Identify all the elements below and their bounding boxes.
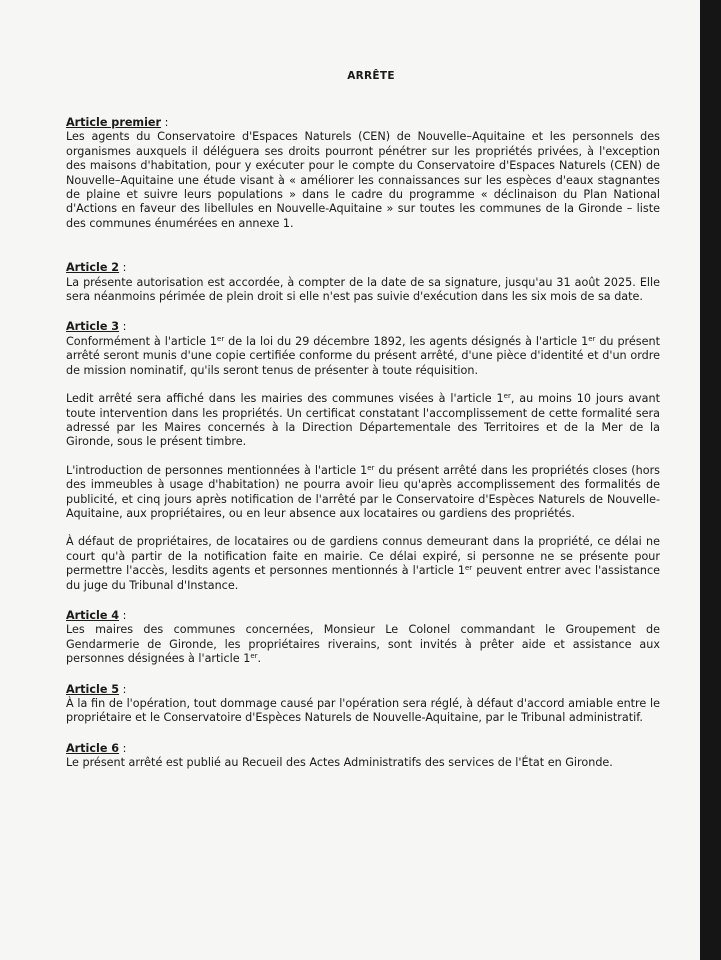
article-heading: Article 6 : (66, 741, 127, 755)
article-paragraph: À défaut de propriétaires, de locataires ou de gardiens connus demeurant dans la propriété, ce délai ne court qu'à partir de la notification faite en mairie. Ce délai expiré, si personne ne se présente pour permettre l'accès, lesdits agents et personnes mentionnés à l'article 1er peuvent entrer avec l'assistance du juge du Tribunal d'Instance. (66, 535, 660, 592)
document-title: ARRÊTE (347, 70, 395, 82)
article-paragraph: Les maires des communes concernées, Monsieur Le Colonel commandant le Groupement de Gendarmerie de Gironde, les propriétaires riverains, sont invités à prêter aide et assistance aux personnes désignées à l'article 1er. (66, 623, 660, 666)
article-paragraph: L'introduction de personnes mentionnées à l'article 1er du présent arrêté dans les propriétés closes (hors des immeubles à usage d'habitation) ne pourra avoir lieu qu'après accomplissement des formalités de publicité, et cinq jours après notification de l'arrêté par le Conservatoire d'Espèces Naturels de Nouvelle-Aquitaine, aux propriétaires, ou en leur absence aux locataires ou gardiens des propriétés. (66, 463, 661, 520)
article-paragraph: À la fin de l'opération, tout dommage causé par l'opération sera réglé, à défaut d'accord amiable entre le propriétaire et le Conservatoire d'Espèces Naturels de Nouvelle-Aquitaine, par le Tribunal administratif. (66, 697, 660, 725)
article-paragraph: Ledit arrêté sera affiché dans les mairies des communes visées à l'article 1er, au moins 10 jours avant toute intervention dans les propriétés. Un certificat constatant l'accomplissement de cette formalité sera adressé par les Maires concernés à la Direction Départementale des Territoires et de la Mer de la Gironde, sous le présent timbre. (66, 392, 660, 449)
article-heading: Article premier : (66, 116, 169, 129)
article-paragraph: Les agents du Conservatoire d'Espaces Naturels (CEN) de Nouvelle–Aquitaine et les personnels des organismes auxquels il déléguera ses droits pourront pénétrer sur les propriétés privées, à l'exception des maisons d'habitation, pour y exécuter pour le compte du Conservatoire d'Espaces Naturels (CEN) de Nouvelle–Aquitaine une étude visant à « améliorer les connaissances sur les espèces d'eaux stagnantes de plaine et suivre leurs populations » dans le cadre du programme « déclinaison du Plan National d'Actions en faveur des libellules en Nouvelle-Aquitaine » sur toutes les communes de la Gironde – liste des communes énumérées en annexe 1. (66, 130, 660, 230)
article-heading: Article 3 : (66, 320, 127, 334)
article-premier (66, 116, 660, 231)
article-3 (66, 320, 660, 593)
article-2 (66, 261, 660, 304)
article-paragraph: Le présent arrêté est publié au Recueil des Actes Administratifs des services de l'État en Gironde. (66, 756, 613, 770)
article-heading: Article 4 : (66, 608, 127, 622)
article-paragraph: Conformément à l'article 1er de la loi du 29 décembre 1892, les agents désignés à l'article 1er du présent arrêté seront munis d'une copie certifiée conforme du présent arrêté, d'une pièce d'identité et d'un ordre de mission nominatif, qu'ils seront tenus de présenter à toute réquisition. (66, 334, 660, 377)
article-heading: Article 2 : (66, 261, 127, 275)
article-heading: Article 5 : (66, 682, 127, 696)
article-6 (66, 742, 660, 771)
article-5 (66, 683, 660, 726)
article-paragraph: La présente autorisation est accordée, à compter de la date de sa signature, jusqu'au 31 août 2025. Elle sera néanmoins périmée de plein droit si elle n'est pas suivie d'exécution dans les six mois de sa date. (66, 275, 660, 304)
article-4 (66, 609, 660, 667)
